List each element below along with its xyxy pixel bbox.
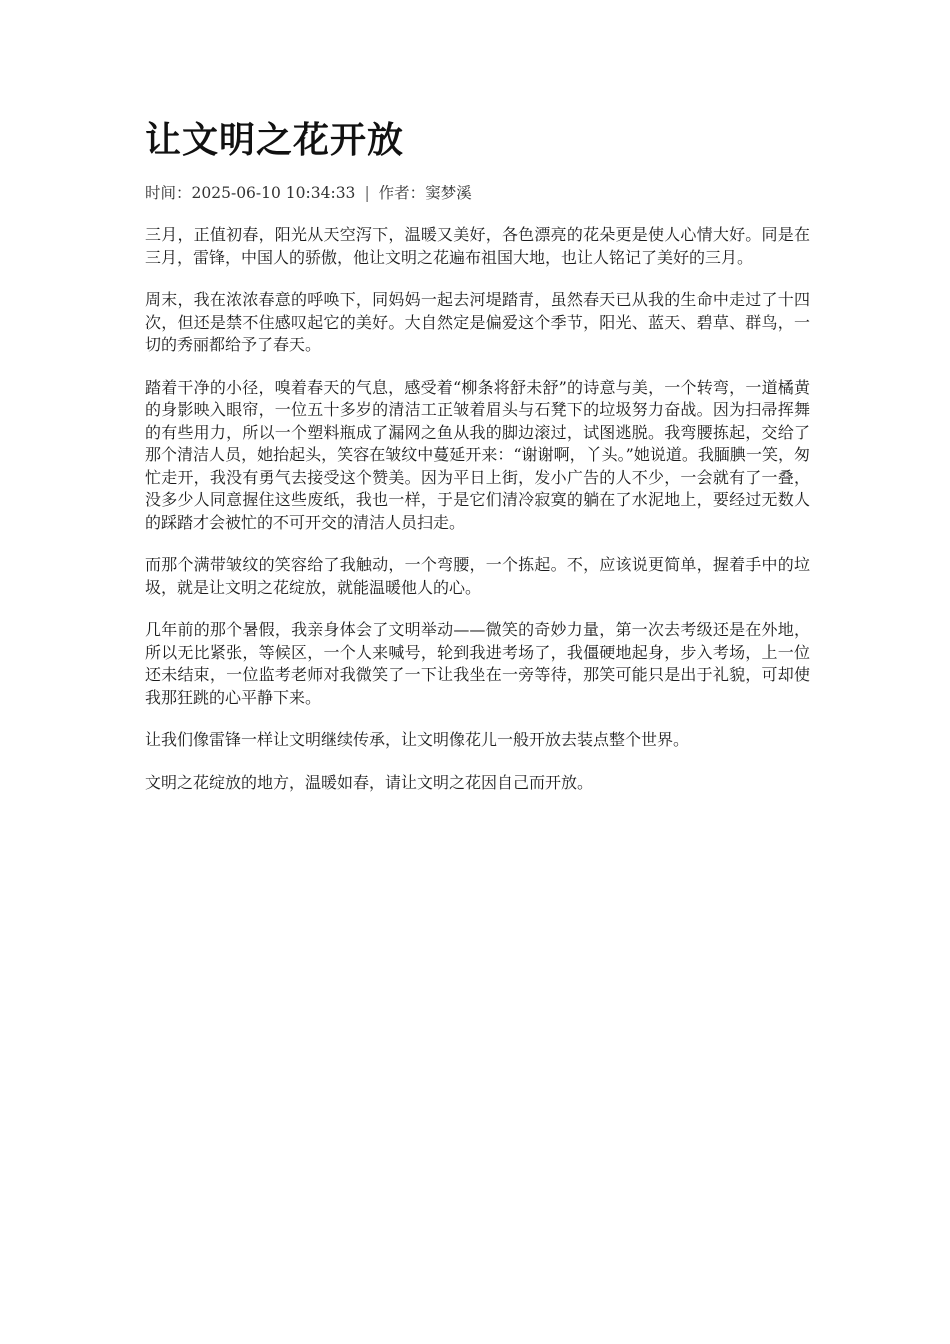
author-name: 窦梦溪 bbox=[425, 184, 472, 202]
paragraph: 文明之花绽放的地方，温暖如春，请让文明之花因自己而开放。 bbox=[145, 772, 594, 792]
article-title: 让文明之花开放 bbox=[145, 119, 405, 161]
article bbox=[145, 112, 810, 814]
paragraph: 几年前的那个暑假，我亲身体会了文明举动——微笑的奇妙力量，第一次去考级还是在外地，所以无比紧张，等候区，一个人来喊号，轮到我进考场了，我僵硬地起身，步入考场，上一位还未结束，一位监考老师对我微笑了一下让我坐在一旁等待，那笑可能只是出于礼貌，可却使我那狂跳的心平静下来。 bbox=[145, 620, 810, 707]
paragraph: 踏着干净的小径，嗅着春天的气息，感受着“柳条将舒未舒”的诗意与美，一个转弯，一道橘黄的身影映入眼帘，一位五十多岁的清洁工正皱着眉头与石凳下的垃圾努力奋战。因为扫帚挥舞的有些用力，所以一个塑料瓶成了漏网之鱼从我的脚边滚过，试图逃脱。我弯腰拣起，交给了那个清洁人员，她抬起头，笑容在皱纹中蔓延开来：“谢谢啊，丫头。”她说道。我腼腆一笑，匆忙走开，我没有勇气去接受这个赞美。因为平日上街，发小广告的人不少，一会就有了一叠，没多少人同意握住这些废纸，我也一样，于是它们清冷寂寞的躺在了水泥地上，要经过无数人的踩踏才会被忙的不可开交的清洁人员扫走。 bbox=[145, 377, 810, 532]
publish-time: 2025-06-10 10:34:33 bbox=[191, 184, 356, 202]
meta-separator: | bbox=[364, 184, 370, 202]
time-label: 时间： bbox=[145, 184, 192, 202]
paragraph: 而那个满带皱纹的笑容给了我触动，一个弯腰，一个拣起。不，应该说更简单，握着手中的垃圾，就是让文明之花绽放，就能温暖他人的心。 bbox=[145, 555, 810, 597]
paragraph: 让我们像雷锋一样让文明继续传承，让文明像花儿一般开放去装点整个世界。 bbox=[145, 730, 690, 749]
paragraph: 周末，我在浓浓春意的呼唤下，同妈妈一起去河堤踏青，虽然春天已从我的生命中走过了十四次，但还是禁不住感叹起它的美好。大自然定是偏爱这个季节，阳光、蓝天、碧草、群鸟，一切的秀丽都给予了春天。 bbox=[145, 290, 810, 354]
author-label: 作者： bbox=[378, 184, 426, 202]
paragraph: 三月，正值初春，阳光从天空泻下，温暖又美好，各色漂亮的花朵更是使人心情大好。同是在三月，雷锋，中国人的骄傲，他让文明之花遍布祖国大地，也让人铭记了美好的三月。 bbox=[145, 225, 810, 267]
article-body bbox=[145, 224, 810, 794]
article-meta bbox=[145, 182, 810, 204]
